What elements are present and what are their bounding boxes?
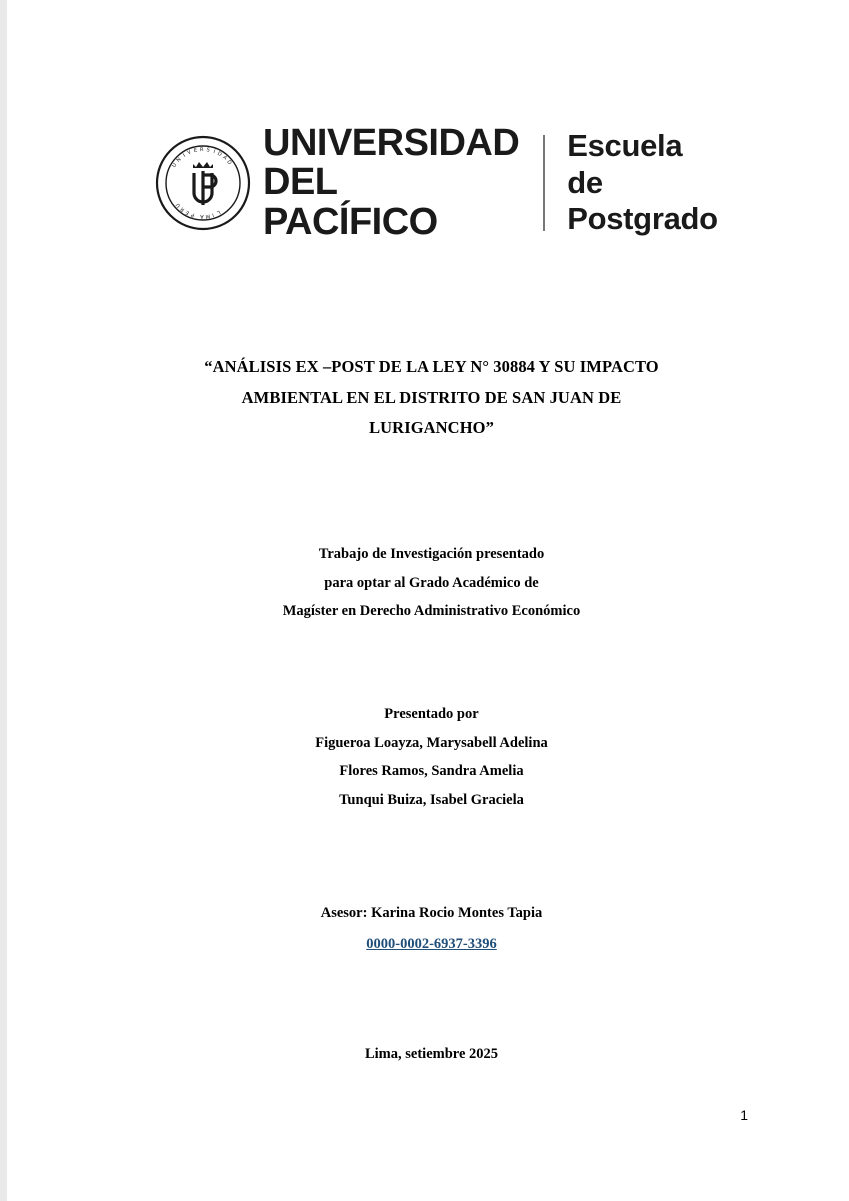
advisor-orcid-link[interactable]: 0000-0002-6937-3396 — [366, 935, 497, 952]
svg-text:S: S — [205, 147, 211, 154]
svg-text:D: D — [216, 150, 223, 159]
university-name-line1: UNIVERSIDAD — [263, 121, 520, 164]
page-canvas — [7, 0, 849, 1201]
university-wordmark — [263, 121, 718, 243]
svg-text:N: N — [175, 156, 183, 164]
svg-text:R: R — [179, 205, 187, 213]
svg-text:I: I — [210, 211, 215, 218]
place-and-date — [103, 1040, 760, 1069]
svg-text:A: A — [221, 154, 229, 162]
place-date-text: Lima, setiembre 2025 — [364, 1046, 499, 1062]
authors-heading: Presentado por — [384, 706, 479, 722]
advisor-label: Asesor: Karina Rocio Montes Tapia — [320, 905, 543, 921]
svg-text:V: V — [186, 149, 193, 157]
authors-block — [103, 700, 760, 815]
author-name: Tunqui Buiza, Isabel Graciela — [339, 792, 524, 809]
svg-text:E: E — [184, 208, 191, 216]
thesis-title — [103, 352, 760, 444]
thesis-title-line3: LURIGANCHO” — [369, 418, 494, 438]
svg-text:P: P — [190, 211, 196, 218]
logo-divider — [543, 135, 545, 231]
svg-text:M: M — [204, 212, 211, 219]
advisor-block — [103, 899, 760, 958]
institution-logo-lockup — [155, 121, 718, 244]
svg-text:I: I — [212, 148, 217, 156]
degree-statement — [103, 540, 760, 626]
school-name-line1: Escuela de — [567, 128, 683, 200]
svg-text:U: U — [171, 162, 179, 169]
degree-line3: Magíster en Derecho Administrativo Económico — [282, 603, 581, 620]
svg-text:Ú: Ú — [174, 201, 183, 209]
svg-text:E: E — [193, 147, 198, 155]
university-name-line2: DEL PACÍFICO — [263, 161, 438, 243]
page-number: 1 — [740, 1107, 748, 1123]
author-name: Figueroa Loayza, Marysabell Adelina — [315, 734, 548, 751]
author-name: Flores Ramos, Sandra Amelia — [339, 763, 524, 780]
degree-line1: Trabajo de Investigación presentado — [318, 546, 545, 562]
svg-text:R: R — [199, 146, 204, 154]
svg-text:A: A — [199, 212, 204, 220]
school-name — [567, 128, 718, 238]
school-name-line2: Postgrado — [567, 201, 718, 237]
svg-text:I: I — [182, 152, 187, 159]
thesis-title-line1: “ANÁLISIS EX –POST DE LA LEY N° 30884 Y SU IMPACTO — [204, 357, 659, 376]
thesis-title-line2: AMBIENTAL EN EL DISTRITO DE SAN JUAN DE — [241, 387, 622, 407]
svg-text:D: D — [225, 159, 233, 167]
degree-line2: para optar al Grado Académico de — [324, 574, 539, 591]
svg-text:L: L — [215, 208, 222, 216]
university-seal-icon — [155, 135, 251, 231]
